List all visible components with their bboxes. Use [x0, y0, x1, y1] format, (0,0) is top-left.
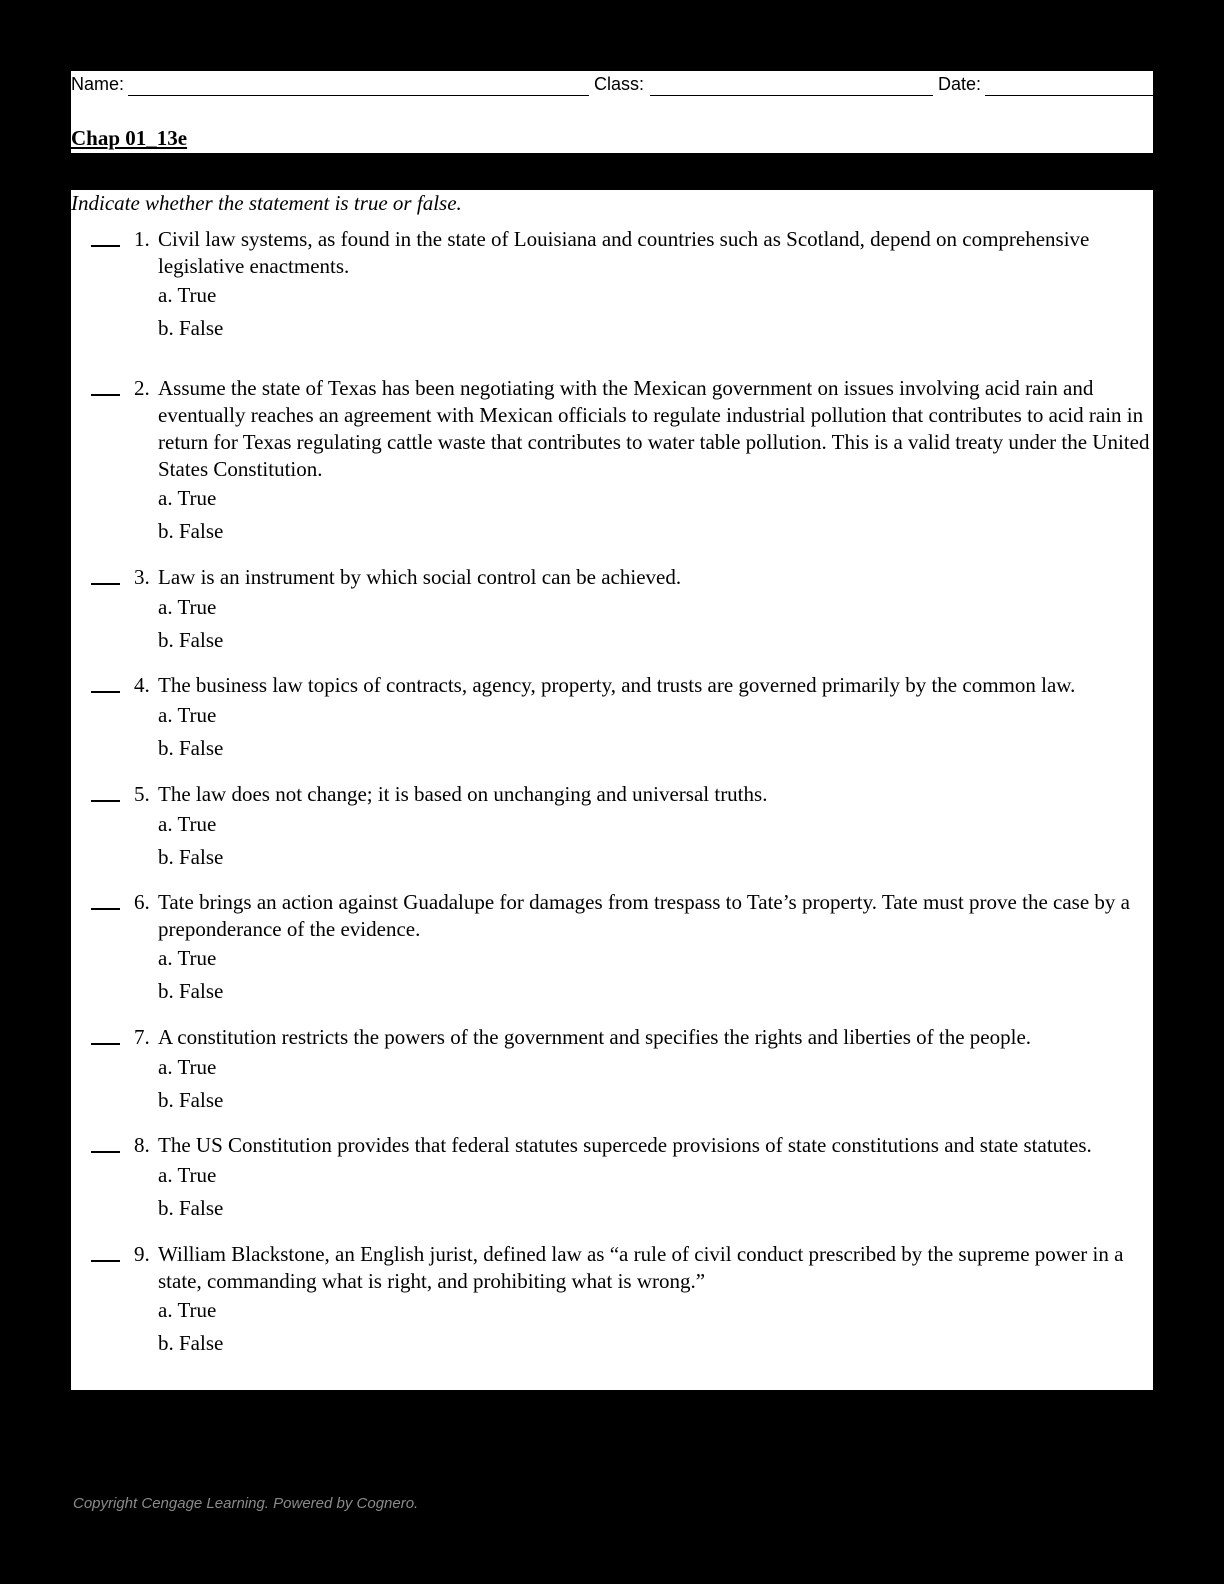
answer-blank[interactable]	[91, 1029, 120, 1045]
choice-false[interactable]: b. False	[158, 628, 224, 652]
question-number: 6.	[134, 890, 150, 914]
copyright-footer: Copyright Cengage Learning. Powered by Cognero.	[73, 1495, 419, 1512]
question-text: A constitution restricts the powers of the government and specifies the rights and liberties of the people.	[158, 1025, 1032, 1049]
name-label: Name:	[71, 74, 125, 94]
choice-false[interactable]: b. False	[158, 736, 224, 760]
question-number: 5.	[134, 782, 150, 806]
date-field-line[interactable]	[985, 95, 1153, 96]
answer-blank[interactable]	[91, 894, 120, 910]
question-text: Assume the state of Texas has been negotiating with the Mexican government on issues involving acid rain and eventually reaches an agreement with Mexican officials to regulate industrial pollution that contributes to acid rain in return for Texas regulating cattle waste that contributes to water table pollution. This is a valid treaty under the United States Constitution.	[158, 376, 1150, 481]
choice-false[interactable]: b. False	[158, 316, 224, 340]
question-number: 3.	[134, 565, 150, 589]
choice-true[interactable]: a. True	[158, 1055, 217, 1079]
choice-false[interactable]: b. False	[158, 1331, 224, 1355]
question-section	[71, 190, 1153, 1390]
choice-true[interactable]: a. True	[158, 1298, 217, 1322]
question-number: 1.	[134, 227, 150, 251]
choice-true[interactable]: a. True	[158, 283, 217, 307]
choice-false[interactable]: b. False	[158, 845, 224, 869]
answer-blank[interactable]	[91, 1246, 120, 1262]
question-text: The business law topics of contracts, agency, property, and trusts are governed primarily by the common law.	[158, 673, 1076, 697]
choice-true[interactable]: a. True	[158, 946, 217, 970]
question-number: 2.	[134, 376, 150, 400]
choice-true[interactable]: a. True	[158, 1163, 217, 1187]
answer-blank[interactable]	[91, 677, 120, 693]
question-text: Tate brings an action against Guadalupe for damages from trespass to Tate’s property. Tate must prove the case by a preponderance of the evidence.	[158, 890, 1130, 941]
instructions-text: Indicate whether the statement is true or false.	[71, 191, 462, 215]
answer-blank[interactable]	[91, 231, 120, 247]
question-text: William Blackstone, an English jurist, defined law as “a rule of civil conduct prescribed by the supreme power in a state, commanding what is right, and prohibiting what is wrong.”	[158, 1242, 1124, 1293]
choice-true[interactable]: a. True	[158, 703, 217, 727]
answer-blank[interactable]	[91, 380, 120, 396]
student-info-fields	[71, 73, 1153, 97]
choice-true[interactable]: a. True	[158, 812, 217, 836]
question-text: The US Constitution provides that federal statutes supercede provisions of state constitutions and state statutes.	[158, 1133, 1092, 1157]
question-text: Civil law systems, as found in the state of Louisiana and countries such as Scotland, depend on comprehensive legislative enactments.	[158, 227, 1090, 278]
question-text: Law is an instrument by which social control can be achieved.	[158, 565, 682, 589]
answer-blank[interactable]	[91, 569, 120, 585]
choice-false[interactable]: b. False	[158, 1088, 224, 1112]
choice-true[interactable]: a. True	[158, 486, 217, 510]
answer-blank[interactable]	[91, 786, 120, 802]
choice-false[interactable]: b. False	[158, 519, 224, 543]
choice-false[interactable]: b. False	[158, 979, 224, 1003]
question-number: 7.	[134, 1025, 150, 1049]
worksheet-header	[71, 71, 1153, 153]
question-number: 4.	[134, 673, 150, 697]
date-label: Date:	[938, 74, 982, 94]
name-field-line[interactable]	[128, 95, 589, 96]
question-number: 9.	[134, 1242, 150, 1266]
question-number: 8.	[134, 1133, 150, 1157]
chapter-title: Chap 01_13e	[71, 126, 188, 150]
answer-blank[interactable]	[91, 1137, 120, 1153]
class-field-line[interactable]	[650, 95, 933, 96]
choice-true[interactable]: a. True	[158, 595, 217, 619]
choice-false[interactable]: b. False	[158, 1196, 224, 1220]
class-label: Class:	[594, 74, 645, 94]
question-text: The law does not change; it is based on unchanging and universal truths.	[158, 782, 768, 806]
